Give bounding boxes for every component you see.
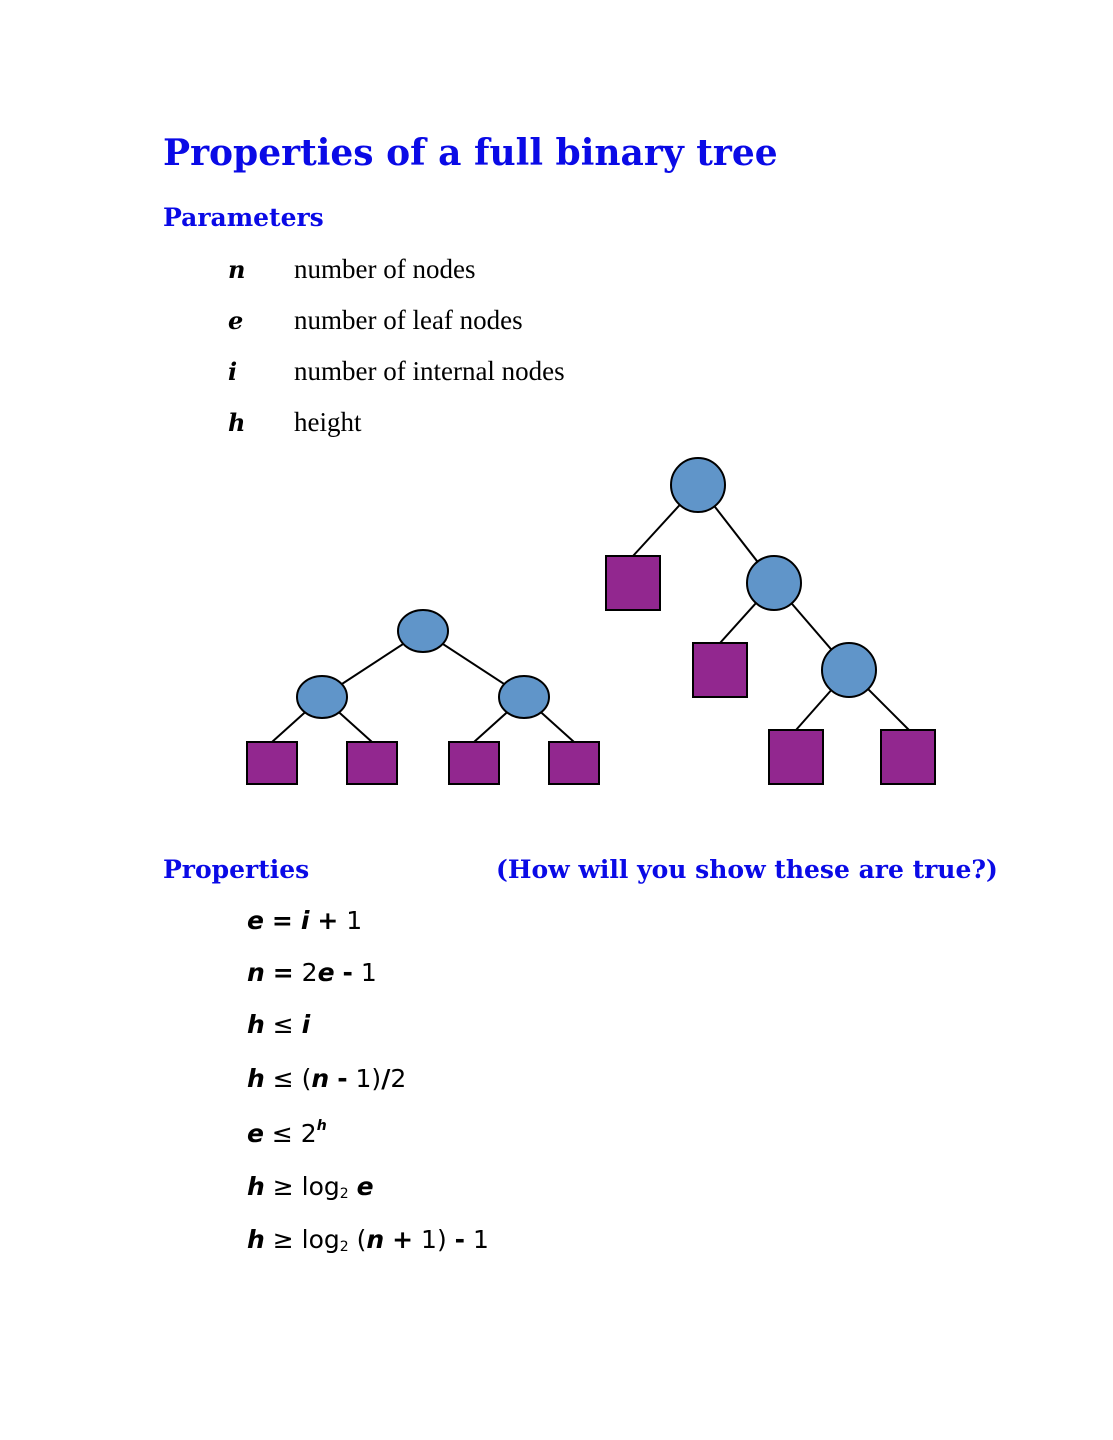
page-title: Properties of a full binary tree xyxy=(163,132,778,174)
parameter-description: height xyxy=(294,407,362,437)
property-formula: $e \le 2^h$ xyxy=(247,1118,327,1148)
property-formula: h ≤ i xyxy=(247,1010,311,1039)
parameter-description: number of leaf nodes xyxy=(294,305,523,335)
properties-question: (How will you show these are true?) xyxy=(496,855,998,884)
parameters-heading: Parameters xyxy=(163,203,324,232)
property-formula: e = i + 1 xyxy=(247,906,363,935)
leaf-node xyxy=(247,742,297,784)
parameter-description: number of nodes xyxy=(294,254,476,284)
parameter-symbol: h xyxy=(228,408,246,437)
leaf-node xyxy=(881,730,935,784)
properties-heading: Properties xyxy=(163,855,310,884)
leaf-node xyxy=(769,730,823,784)
property-formula: $h \ge \log_2 (n + 1) - 1$ xyxy=(247,1225,489,1255)
leaf-node xyxy=(606,556,660,610)
internal-node xyxy=(671,458,725,512)
leaf-node xyxy=(693,643,747,697)
internal-node xyxy=(499,676,549,718)
parameter-description: number of internal nodes xyxy=(294,356,565,386)
balanced-tree xyxy=(247,610,599,784)
property-formula: h ≤ (n - 1)/2 xyxy=(247,1064,407,1093)
internal-node xyxy=(398,610,448,652)
leaf-node xyxy=(449,742,499,784)
leaf-node xyxy=(549,742,599,784)
internal-node xyxy=(822,643,876,697)
parameter-symbol: e xyxy=(228,306,244,335)
parameter-symbol: i xyxy=(228,357,238,386)
parameter-symbol: n xyxy=(228,255,246,284)
skewed-tree xyxy=(606,458,935,784)
property-formula: $h \ge \log_2 e$ xyxy=(247,1172,374,1202)
internal-node xyxy=(297,676,347,718)
leaf-node xyxy=(347,742,397,784)
property-formula: n = 2e - 1 xyxy=(247,958,377,987)
internal-node xyxy=(747,556,801,610)
